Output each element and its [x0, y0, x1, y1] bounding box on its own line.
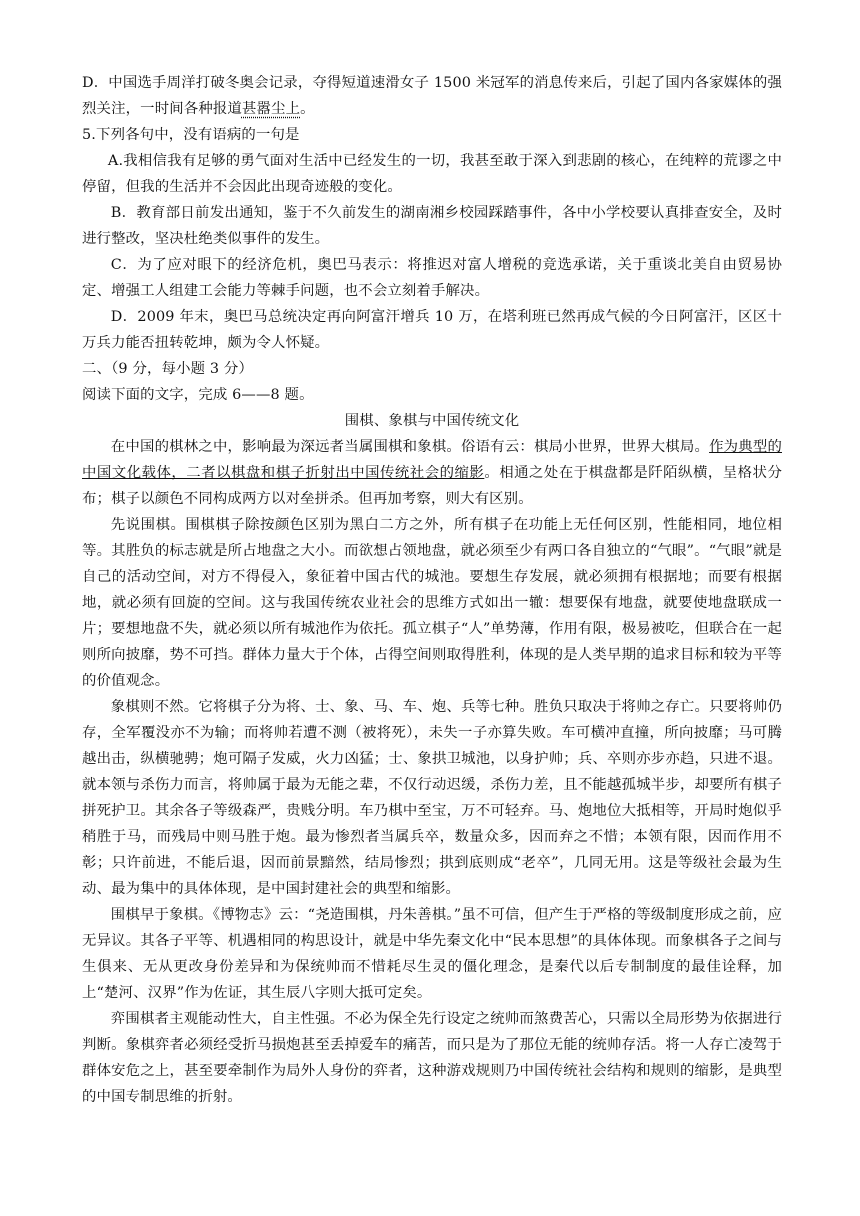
question-5-stem: 5.下列各句中，没有语病的一句是	[82, 127, 300, 143]
article-paragraph-5: 弈围棋者主观能动性大，自主性强。不必为保全先行设定之统帅而煞费苦心，只需以全局形势为依据进行判断。象棋弈者必须经受折马损炮甚至丢掉爱车的痛苦，而只是为了那位无能的统帅存活。将一人存亡凌驾于群体安危之上，甚至要牵制作为局外人身份的弈者，这种游戏规则乃中国传统社会结构和规则的缩影，是典型的中国专制思维的折射。	[82, 1011, 782, 1105]
marked-idiom: 甚嚣尘上	[241, 101, 301, 117]
article-title: 围棋、象棋与中国传统文化	[344, 413, 520, 429]
underlined-sentence: 作为典型的中国文化载体，二者以棋盘和棋子折射出中国传统社会的缩影	[82, 439, 782, 481]
question-5-option-d: D．2009 年末，奥巴马总统决定再向阿富汗增兵 10 万，在塔利班已然再成气候的今日阿富汗，区区十万兵力能否扭转乾坤，颇为令人怀疑。	[82, 309, 782, 351]
question-5-option-a: A.我相信我有足够的勇气面对生活中已经发生的一切，我甚至敢于深入到悲剧的核心，在纯粹的荒谬之中停留，但我的生活并不会因此出现奇迹般的变化。	[82, 153, 782, 195]
question-5-option-c: C．为了应对眼下的经济危机，奥巴马表示：将推迟对富人增税的竞选承诺，关于重谈北美自由贸易协定、增强工人组建工会能力等棘手问题，也不会立刻着手解决。	[82, 257, 782, 299]
article-paragraph-1: 在中国的棋林之中，影响最为深远者当属围棋和象棋。俗语有云：棋局小世界，世界大棋局。作为典型的中国文化载体，二者以棋盘和棋子折射出中国传统社会的缩影。相通之处在于棋盘都是阡陌纵横，呈格状分布；棋子以颜色不同构成两方以对垒拼杀。但再加考察，则大有区别。	[82, 439, 782, 507]
question-5-option-b: B．教育部日前发出通知，鉴于不久前发生的湖南湘乡校园踩踏事件，各中小学校要认真排查安全，及时进行整改，坚决杜绝类似事件的发生。	[82, 205, 782, 247]
question-4-option-d: D．中国选手周洋打破冬奥会记录，夺得短道速滑女子 1500 米冠军的消息传来后，引起了国内各家媒体的强烈关注，一时间各种报道甚嚣尘上。	[82, 75, 782, 117]
article-paragraph-2: 先说围棋。围棋棋子除按颜色区别为黑白二方之外，所有棋子在功能上无任何区别，性能相同，地位相等。其胜负的标志就是所占地盘之大小。而欲想占领地盘，就必须至少有两口各自独立的“气眼”。“气眼”就是自己的活动空间，对方不得侵入，象征着中国古代的城池。要想生存发展，就必须拥有根据地；而要有根据地，就必须有回旋的空间。这与我国传统农业社会的思维方式如出一辙：想要保有地盘，就要使地盘联成一片；要想地盘不失，就必须以所有城池作为依托。孤立棋子“人”单势薄，作用有限，极易被吃，但联合在一起则所向披靡，势不可挡。群体力量大于个体，占得空间则取得胜利，体现的是人类早期的追求目标和较为平等的价值观念。	[82, 517, 782, 689]
article-paragraph-4: 围棋早于象棋。《博物志》云：“尧造围棋，丹朱善棋。”虽不可信，但产生于严格的等级制度形成之前，应无异议。其各子平等、机遇相同的构思设计，就是中华先秦文化中“民本思想”的具体体现。而象棋各子之间与生俱来、无从更改身份差异和为保统帅而不惜耗尽生灵的僵化理念，是秦代以后专制制度的最佳诠释，加上“楚河、汉界”作为佐证，其生辰八字则大抵可定矣。	[82, 907, 782, 1001]
reading-instruction: 阅读下面的文字，完成 6——8 题。	[82, 387, 314, 403]
section-heading: 二、（9 分，每小题 3 分）	[82, 361, 253, 377]
article-paragraph-3: 象棋则不然。它将棋子分为将、士、象、马、车、炮、兵等七种。胜负只取决于将帅之存亡。只要将帅仍存，全军覆没亦不为输；而将帅若遭不测（被将死），未失一子亦算失败。车可横冲直撞，所向披靡；马可腾越出击，纵横驰骋；炮可隔子发威，火力凶猛；士、象拱卫城池，以身护帅；兵、卒则亦步亦趋，只进不退。就本领与杀伤力而言，将帅属于最为无能之辈，不仅行动迟缓，杀伤力差，且不能越孤城半步，却要所有棋子拼死护卫。其余各子等级森严，贵贱分明。车乃棋中至宝，万不可轻弃。马、炮地位大抵相等，开局时炮似乎稍胜于马，而残局中则马胜于炮。最为惨烈者当属兵卒，数量众多，因而弃之不惜；本领有限，因而作用不彰；只许前进，不能后退，因而前景黯然，结局惨烈；拱到底则成“老卒”，几同无用。这是等级社会最为生动、最为集中的具体体现，是中国封建社会的典型和缩影。	[82, 699, 782, 897]
